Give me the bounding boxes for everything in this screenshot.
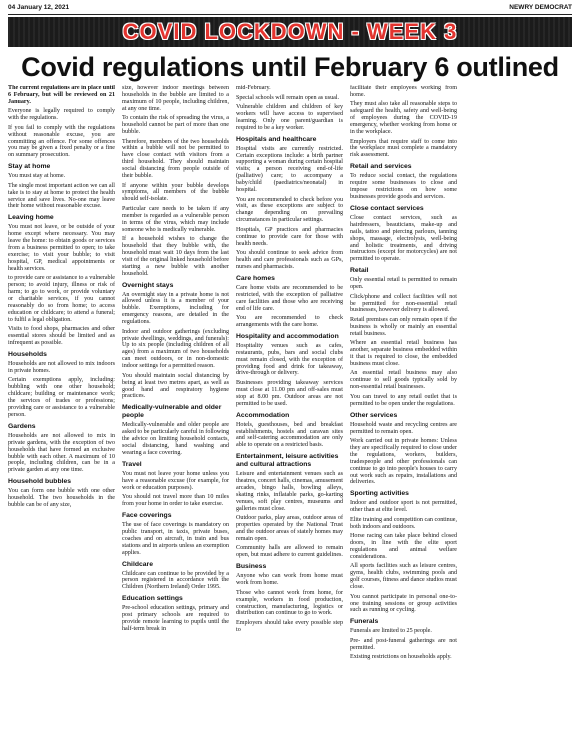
paragraph: to provide care or assistance to a vulnerable person; to avoid injury, illness or risk of harm; to go to work, or provide voluntary or charitable services, if you cannot reasonably do so from home; to access education or childcare; to attend a funeral; to fulfil a legal obligation. xyxy=(8,275,115,323)
subheading: Leaving home xyxy=(8,214,54,222)
paragraph: Particular care needs to be taken if any member is regarded as a vulnerable person in terms of the virus, which may include someone who is medically vulnerable. xyxy=(122,205,229,233)
subheading: Business xyxy=(236,563,267,571)
paragraph: You must stay at home. xyxy=(8,173,66,180)
paragraph: size, however indoor meetings between households in the bubble are limited to a maximum of 10 people, including children, at any one time. xyxy=(122,85,229,112)
subheading: Funerals xyxy=(350,618,379,626)
subheading: Accommodation xyxy=(236,411,290,419)
paragraph: Retail premises can only remain open if the business is wholly or mainly an essential retail business. xyxy=(350,316,457,337)
subheading: Household bubbles xyxy=(8,478,72,486)
paragraph: Indoor and outdoor sport is not permitted, other than at elite level. xyxy=(350,500,457,514)
paragraph: Work carried out in private homes: Unless they are specifically required to close under the regulations, workers, builders, tradespeople and other professionals can continue to go into people's houses to carry out work such as repairs, installations and deliveries. xyxy=(350,438,457,486)
paragraph: You should continue to seek advice from health and care professionals such as GPs, nurses and pharmacists. xyxy=(236,250,343,270)
subheading: Retail and services xyxy=(350,163,412,171)
paragraph: If anyone within your bubble develops symptoms, all members of the bubble should self-isolate. xyxy=(122,182,229,203)
article-columns xyxy=(8,85,572,725)
subheading: Hospitality and accommodation xyxy=(236,332,339,340)
paragraph: Special schools will remain open as usual. xyxy=(236,94,340,101)
paragraph: Employers should take every possible step to xyxy=(236,619,343,633)
paragraph: Pre- and post-funeral gatherings are not permitted. xyxy=(350,637,457,651)
paragraph: Click/phone and collect facilities will not be permitted for non-essential retail businesses, however delivery is allowed. xyxy=(350,293,457,314)
paragraph: Pre-school education settings, primary and post primary schools are required to provide remote learning to pupils until the half-term break in xyxy=(122,605,229,632)
paragraph: The use of face coverings is mandatory on public transport, in taxis, private buses, coaches and on aircraft, in train and bus stations and in airports unless an exemption applies. xyxy=(122,521,229,556)
paragraph: facilitate their employees working from home. xyxy=(350,85,457,98)
folio-paper-name: NEWRY DEMOCRAT xyxy=(509,3,572,11)
article-column-1 xyxy=(8,85,115,725)
subheading: Medically-vulnerable and older people xyxy=(122,404,222,420)
paragraph: Household waste and recycling centres are permitted to remain open. xyxy=(350,421,457,435)
paragraph: To reduce social contact, the regulations require some businesses to close and impose restrictions on how some businesses provide goods and services. xyxy=(350,173,457,200)
subheading: Other services xyxy=(350,411,398,419)
subheading: Close contact services xyxy=(350,204,424,212)
paragraph: Hospital visits are currently restricted. Certain exceptions include: a birth partner supporting a woman during certain hospital visits; a person receiving end-of-life (palliative) care; to accompany a baby/child (paediatrics/neonatal) in hospital. xyxy=(236,145,343,194)
paragraph: An overnight stay in a private home is not allowed unless it is a member of your bubble. Exemptions, including for emergency reasons, are detailed in the regulations. xyxy=(122,291,229,326)
paragraph: Certain exemptions apply, including: bubbling with one other household; childcare; building or maintenance work; the services of trades or professions; providing care or assistance to a vulnerable person. xyxy=(8,377,115,418)
subheading: Travel xyxy=(122,460,142,468)
paragraph: You can travel to any retail outlet that is permitted to be open under the regulations. xyxy=(350,393,457,407)
paragraph: Horse racing can take place behind closed doors, in line with the elite sport regulations and animal welfare considerations. xyxy=(350,533,457,560)
subheading: Gardens xyxy=(8,422,36,430)
paragraph: Indoor and outdoor gatherings (excluding private dwellings, weddings, and funerals): Up to six people (including children of all ages) from a maximum of two households can meet outdoors, or in non-domestic indoor settings for a permitted reason. xyxy=(122,328,229,370)
paragraph: You are recommended to check arrangements with the care home. xyxy=(236,315,343,328)
paragraph: mid-February. xyxy=(236,85,271,91)
paragraph: You should maintain social distancing by being at least two metres apart, as well as good hand and respiratory hygiene practices. xyxy=(122,372,229,400)
article-column-2 xyxy=(122,85,229,725)
paragraph: An essential retail business may also continue to sell goods typically sold by non-essential retail businesses. xyxy=(350,370,457,391)
paragraph: If you fail to comply with the regulations without reasonable excuse, you are committing an offence. For some offences you may be given a fixed penalty or a fine on summary prosecution. xyxy=(8,124,115,159)
paragraph: Everyone is legally required to comply with the regulations. xyxy=(8,108,115,122)
banner-title: COVID LOCKDOWN - WEEK 3 xyxy=(122,19,458,44)
paragraph: Outdoor parks, play areas, outdoor areas of properties operated by the National Trust and the outdoor areas of stately homes may remain open. xyxy=(236,515,343,542)
paragraph: Leisure and entertainment venues such as theatres, concert halls, cinemas, amusement arcades, bingo halls, bowling alleys, skating rinks, inflatable parks, go-karting venues, soft play centres, museums and galleries must close. xyxy=(236,471,343,512)
paragraph: If a household wishes to change the household that they bubble with, the household must wait 10 days from the last visit of the original linked household before starting a new bubble with another household. xyxy=(122,236,229,277)
paragraph: Hotels, guesthouses, bed and breakfast establishments, hostels and caravan sites and self-catering accommodation are only able to operate on a restricted basis. xyxy=(236,421,343,449)
paragraph: Businesses providing takeaway services must close at 11.00 pm and off-sales must stop at 8.00 pm. Outdoor areas are not permitted to be used. xyxy=(236,379,343,407)
paragraph: Existing restrictions on households apply. xyxy=(350,654,452,661)
paragraph: Only essential retail is permitted to remain open. xyxy=(350,277,457,291)
folio xyxy=(8,0,572,15)
subheading: Hospitals and healthcare xyxy=(236,135,317,143)
paragraph: You must not leave your home unless you have a reasonable excuse (for example, for work or education purposes). xyxy=(122,470,229,491)
paragraph: Hospitality venues such as cafes, restaurants, pubs, bars and social clubs must remain closed, with the exception of providing food and drink for takeaway, drive-through or delivery. xyxy=(236,342,343,377)
paragraph: Care home visits are recommended to be restricted, with the exception of palliative care facilities and those who are receiving end of life care. xyxy=(236,284,343,312)
paragraph: Community halls are allowed to remain open, but must adhere to current guidelines. xyxy=(236,545,343,559)
paragraph: You are recommended to check before you visit, as these exceptions are subject to change depending on prevailing circumstances in particular settings. xyxy=(236,196,343,224)
paragraph: Where an essential retail business has another, separate business embedded within it that is required to close, the embedded business must close. xyxy=(350,340,457,367)
paragraph: You should not travel more than 10 miles from your home in order to take exercise. xyxy=(122,494,229,508)
paragraph: Households are not allowed to mix indoors in private homes. xyxy=(8,360,115,374)
subheading: Entertainment, leisure activities and cultural attractions xyxy=(236,453,339,469)
paragraph: Therefore, members of the two households within a bubble will not be permitted to have close contact with visitors from a third household. They should maintain social distancing from people outside of their bubble. xyxy=(122,138,229,180)
subheading: Overnight stays xyxy=(122,281,174,289)
paragraph: You cannot participate in personal one-to-one training sessions or group activities such as running or cycling. xyxy=(350,593,457,614)
article-column-4 xyxy=(350,85,457,725)
paragraph: All sports facilities such as leisure centres, gyms, health clubs, swimming pools and golf courses, fitness and dance studios must close. xyxy=(350,563,457,591)
paragraph: Medically-vulnerable and older people are asked to be particularly careful in following the advice on limiting household contacts, social distancing, hand washing and wearing a face covering. xyxy=(122,422,229,456)
paragraph: Elite training and competition can continue, both indoors and outdoors. xyxy=(350,516,457,530)
paragraph: Anyone who can work from home must work from home. xyxy=(236,573,343,587)
paragraph: Childcare can continue to be provided by a person registered in accordance with the Children (Northern Ireland) Order 1995. xyxy=(122,570,229,591)
subheading: Stay at home xyxy=(8,163,51,171)
paragraph: Close contact services, such as hairdressers, beauticians, make-up and nails, tattoo and piercing parlours, tanning shops, massage, electrolysis, well-being and holistic treatments, and driving instructors (except for motorcycles) are not permitted to operate. xyxy=(350,214,457,263)
paragraph: Visits to food shops, pharmacies and other essential stores should be limited and as infrequent as possible. xyxy=(8,326,115,347)
paragraph: To contain the risk of spreading the virus, a household cannot be part of more than one bubble. xyxy=(122,115,229,136)
paragraph: They must also take all reasonable steps to safeguard the health, safety and well-being of employees during the COVID-19 emergency, whether working from home or in the workplace. xyxy=(350,101,457,136)
paragraph: Employers that require staff to come into the workplace must complete a mandatory risk assessment. xyxy=(350,138,457,159)
lead-paragraph: The current regulations are in place until 6 February, but will be reviewed on 21 January. xyxy=(8,85,115,105)
subheading: Face coverings xyxy=(122,511,172,519)
section-banner xyxy=(8,17,572,47)
subheading: Households xyxy=(8,350,47,358)
folio-date: 04 January 12, 2021 xyxy=(8,3,70,11)
subheading: Retail xyxy=(350,267,369,275)
article-column-3 xyxy=(236,85,343,725)
paragraph: You can form one bubble with one other household. The two households in the bubble can be of any size, xyxy=(8,488,115,509)
paragraph: The single most important action we can all take is to stay at home to protect the health service and save lives. No-one may leave their home without reasonable excuse. xyxy=(8,182,115,210)
headline: Covid regulations until February 6 outlined xyxy=(21,52,559,82)
paragraph: Funerals are limited to 25 people. xyxy=(350,628,432,635)
paragraph: Households are not allowed to mix in private gardens, with the exception of two households that have formed an exclusive bubble with each other. A maximum of 10 people, including children, can be in a private garden at any one time. xyxy=(8,432,115,474)
subheading: Care homes xyxy=(236,274,275,282)
subheading: Sporting activities xyxy=(350,490,409,498)
subheading: Education settings xyxy=(122,595,183,603)
paragraph: You must not leave, or be outside of your home except where necessary. You may leave the home: to obtain goods or services from a business permitted to open; to take exercise; to visit your bubble; to visit hospital, GP, medical appointments or health services. xyxy=(8,224,115,272)
paragraph: Those who cannot work from home, for example, workers in food production, construction, manufacturing, logistics or distribution can continue to go to work. xyxy=(236,589,343,617)
subheading: Childcare xyxy=(122,560,153,568)
paragraph: Vulnerable children and children of key workers will have access to supervised learning. Only one parent/guardian is required to be a key worker. xyxy=(236,104,343,131)
paragraph: Hospitals, GP practices and pharmacies continue to provide care for those with health needs. xyxy=(236,226,343,247)
